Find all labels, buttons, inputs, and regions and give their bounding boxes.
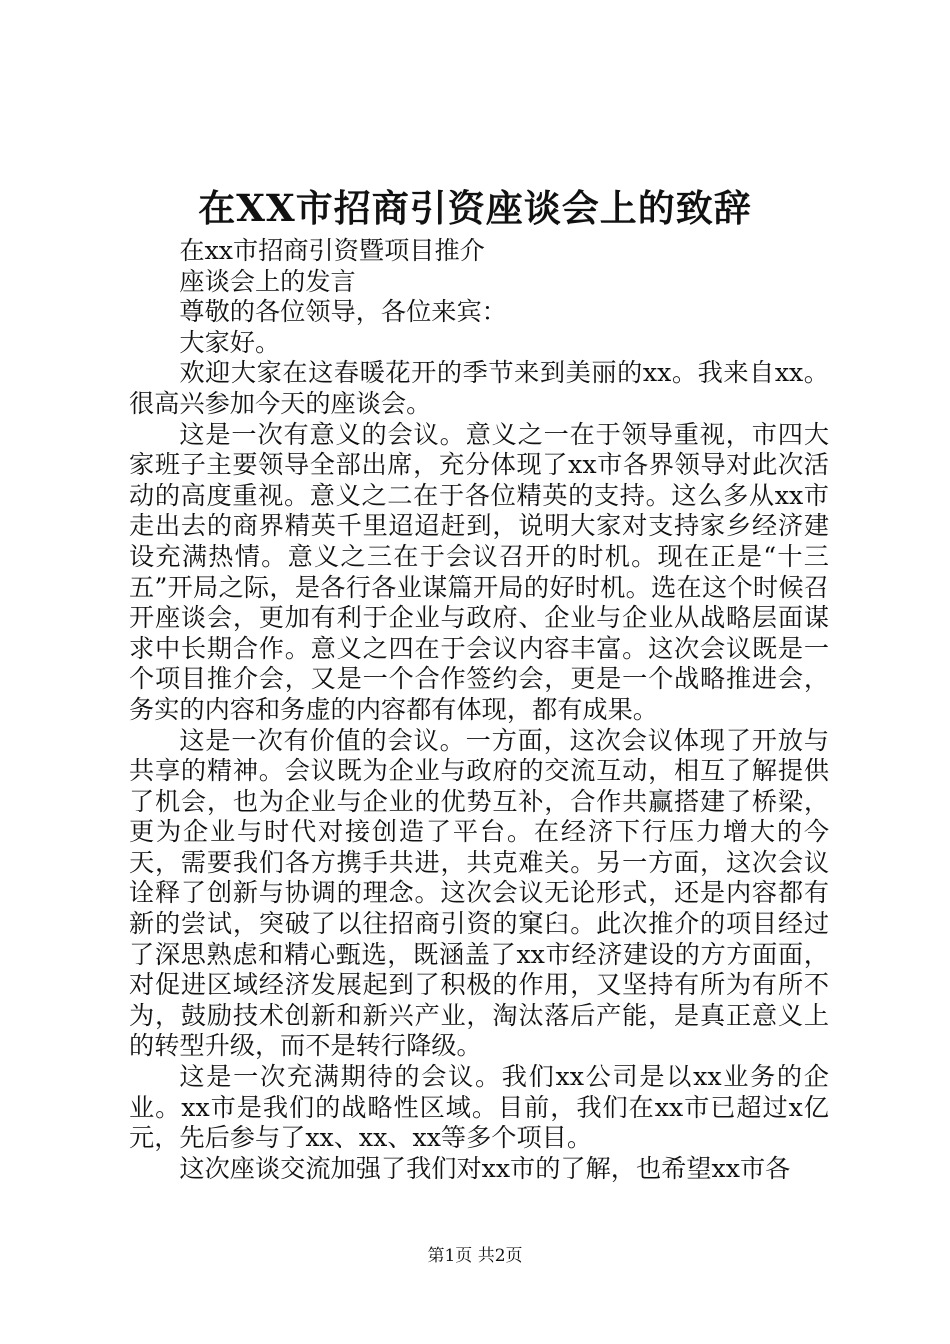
paragraph: 这是一次有价值的会议。一方面，这次会议体现了开放与共享的精神。会议既为企业与政府的交流互动，相互了解提供了机会，也为企业与企业的优势互补，合作共赢搭建了桥梁，更为企业与时代对接创造了平台。在经济下行压力增大的今天，需要我们各方携手共进，共克难关。另一方面，这次会议诠释了创新与协调的理念。这次会议无论形式，还是内容都有新的尝试，突破了以往招商引资的窠臼。此次推介的项目经过了深思熟虑和精心甄选，既涵盖了xx市经济建设的方方面面，对促进区域经济发展起到了积极的作用，又坚持有所为有所不为，鼓励技术创新和新兴产业，淘汰落后产能，是真正意义上的转型升级，而不是转行降级。 — [129, 725, 829, 1061]
page-footer: 第1页 共2页 — [427, 1246, 523, 1266]
paragraph: 欢迎大家在这春暖花开的季节来到美丽的xx。我来自xx。很高兴参加今天的座谈会。 — [129, 358, 829, 418]
paragraph: 尊敬的各位领导，各位来宾： — [179, 297, 507, 327]
paragraph: 座谈会上的发言 — [179, 266, 356, 296]
document-body — [129, 236, 829, 1184]
paragraph: 在xx市招商引资暨项目推介 — [179, 236, 485, 265]
paragraph: 这是一次有意义的会议。意义之一在于领导重视，市四大家班子主要领导全部出席，充分体现了xx市各界领导对此次活动的高度重视。意义之二在于各位精英的支持。这么多从xx市走出去的商界精英千里迢迢赶到，说明大家对支持家乡经济建设充满热情。意义之三在于会议召开的时机。现在正是“十三五”开局之际，是各行各业谋篇开局的好时机。选在这个时候召开座谈会，更加有利于企业与政府、企业与企业从战略层面谋求中长期合作。意义之四在于会议内容丰富。这次会议既是一个项目推介会，又是一个合作签约会，更是一个战略推进会，务实的内容和务虚的内容都有体现，都有成果。 — [129, 419, 829, 724]
paragraph: 大家好。 — [179, 327, 281, 357]
paragraph: 这是一次充满期待的会议。我们xx公司是以xx业务的企业。xx市是我们的战略性区域。目前，我们在xx市已超过x亿元，先后参与了xx、xx、xx等多个项目。 — [129, 1062, 829, 1153]
paragraph: 这次座谈交流加强了我们对xx市的了解，也希望xx市各 — [179, 1153, 791, 1183]
document-title: 在XX市招商引资座谈会上的致辞 — [198, 186, 752, 230]
